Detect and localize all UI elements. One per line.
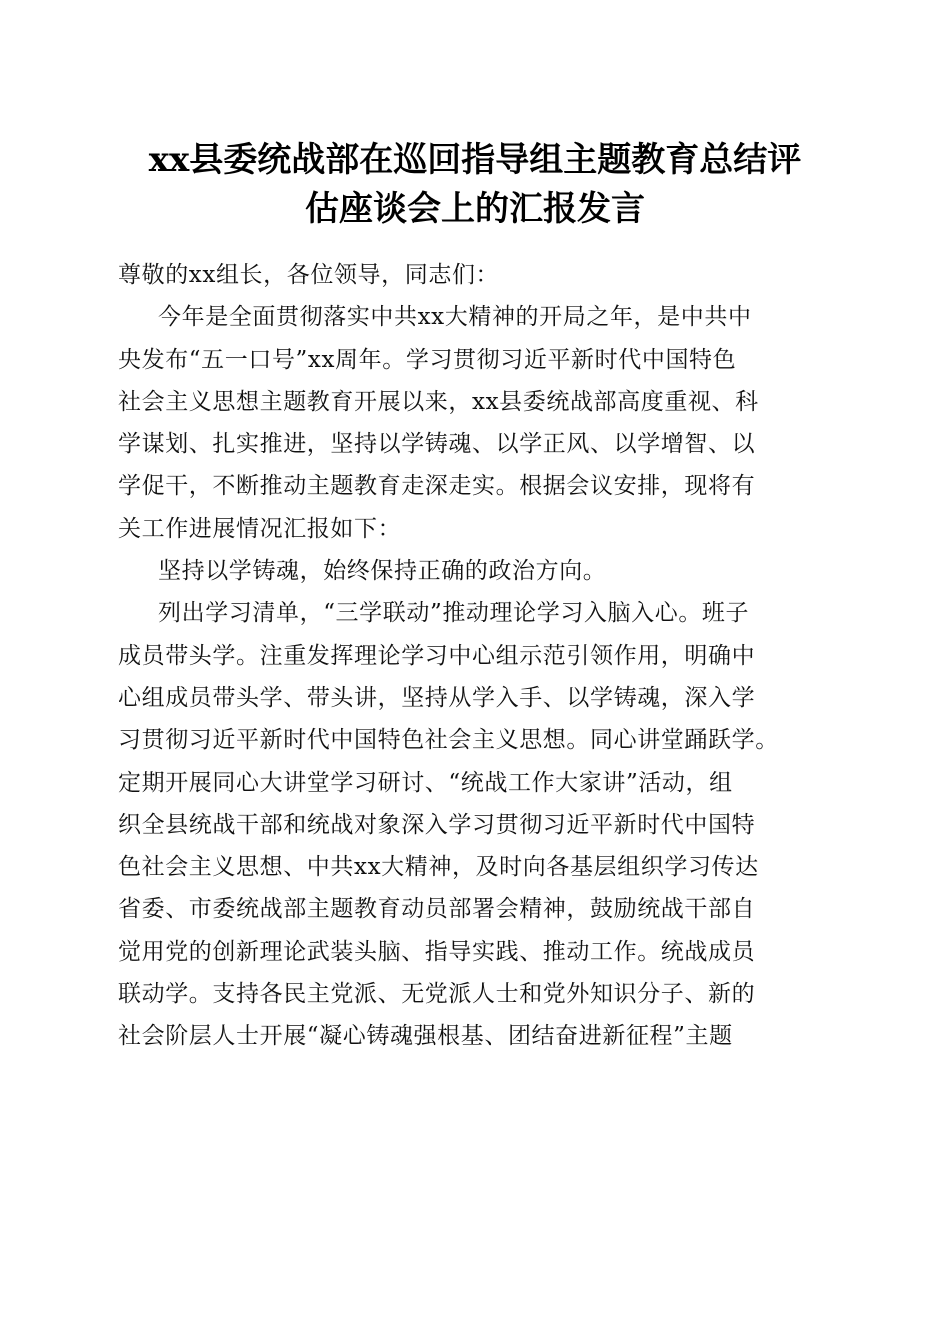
paragraph-line: 觉用党的创新理论武装头脑、指导实践、推动工作。统战成员 — [118, 938, 756, 965]
paragraph-line: 习贯彻习近平新时代中国特色社会主义思想。同心讲堂踊跃学。 — [118, 727, 779, 754]
title-line-1: xx县委统战部在巡回指导组主题教育总结评 — [148, 140, 802, 180]
paragraph-line: 省委、市委统战部主题教育动员部署会精神，鼓励统战干部自 — [118, 896, 756, 923]
title-line-2: 估座谈会上的汇报发言 — [305, 189, 645, 229]
paragraph-line: 定期开展同心大讲堂学习研讨、“统战工作大家讲”活动，组 — [118, 769, 733, 796]
paragraph-line: 色社会主义思想、中共xx大精神，及时向各基层组织学习传达 — [118, 854, 759, 881]
document-title — [100, 136, 850, 234]
paragraph-line: 央发布“五一口号”xx周年。学习贯彻习近平新时代中国特色 — [118, 346, 737, 373]
paragraph-line: 社会主义思想主题教育开展以来，xx县委统战部高度重视、科 — [118, 388, 759, 415]
paragraph-line: 学促干，不断推动主题教育走深走实。根据会议安排，现将有 — [118, 473, 756, 500]
paragraph-line: 社会阶层人士开展“凝心铸魂强根基、团结奋进新征程”主题 — [118, 1023, 733, 1050]
paragraph-line: 心组成员带头学、带头讲，坚持从学入手、以学铸魂，深入学 — [118, 684, 756, 711]
paragraph-line: 列出学习清单，“三学联动”推动理论学习入脑入心。班子 — [158, 600, 750, 627]
paragraph-line: 关工作进展情况汇报如下： — [118, 515, 402, 542]
paragraph-line: 成员带头学。注重发挥理论学习中心组示范引领作用，明确中 — [118, 642, 756, 669]
section-heading-line: 坚持以学铸魂，始终保持正确的政治方向。 — [158, 558, 607, 585]
paragraph-line: 学谋划、扎实推进，坚持以学铸魂、以学正风、以学增智、以 — [118, 431, 756, 458]
document-body — [118, 254, 838, 1058]
paragraph-line: 今年是全面贯彻落实中共xx大精神的开局之年，是中共中 — [158, 304, 752, 331]
salutation-line: 尊敬的xx组长，各位领导，同志们： — [118, 262, 500, 288]
paragraph-line: 织全县统战干部和统战对象深入学习贯彻习近平新时代中国特 — [118, 811, 756, 838]
paragraph-line: 联动学。支持各民主党派、无党派人士和党外知识分子、新的 — [118, 981, 756, 1008]
